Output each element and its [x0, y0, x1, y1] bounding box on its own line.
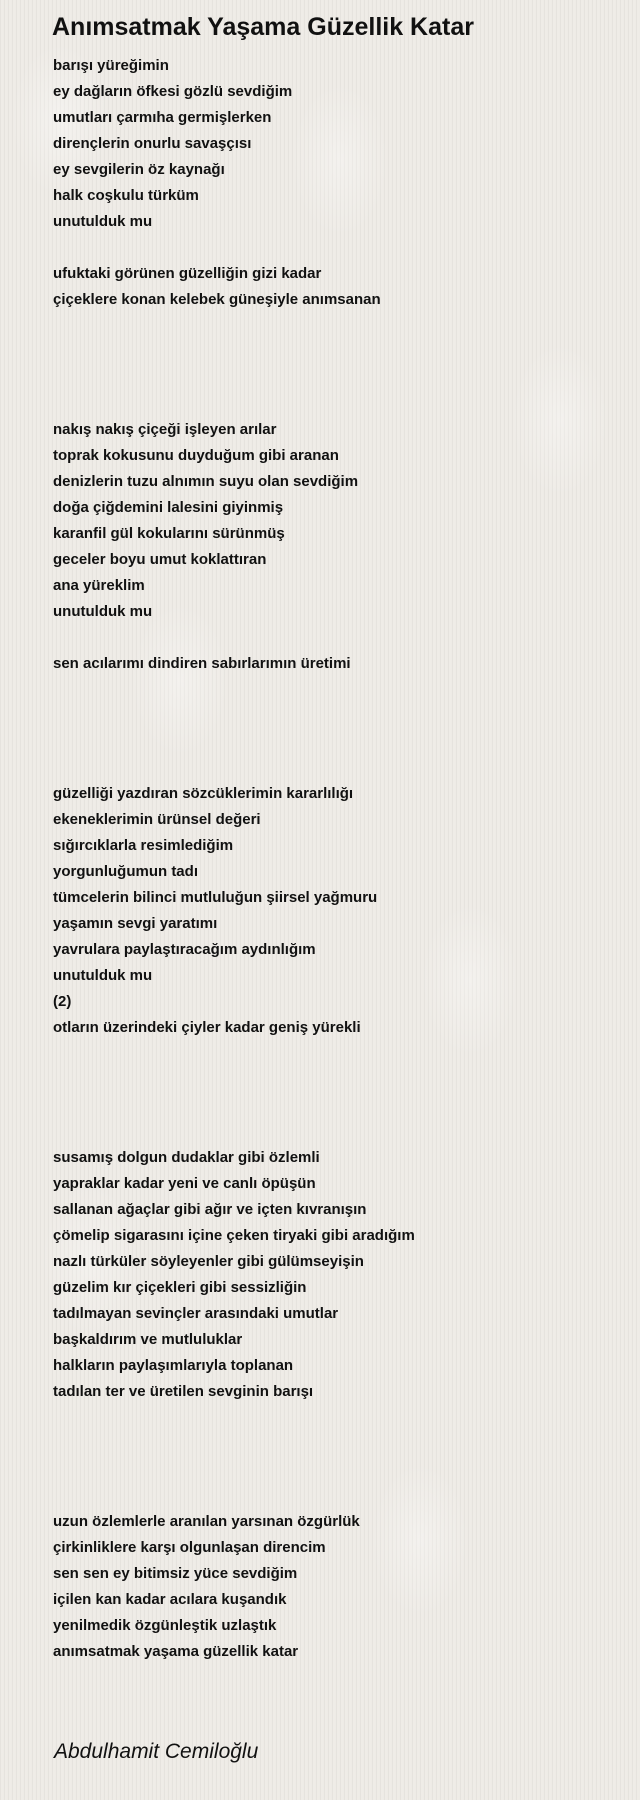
poem-line: susamış dolgun dudaklar gibi özlemli: [53, 1149, 320, 1166]
stanza-gap: [53, 1041, 623, 1145]
stanza-gap: [53, 677, 623, 781]
poem-line: güzelliği yazdıran sözcüklerimin kararlılığı: [53, 785, 354, 802]
poem-line: barışı yüreğimin: [53, 57, 169, 74]
stanza-5: [53, 781, 623, 1041]
poem-line: başkaldırım ve mutluluklar: [53, 1331, 243, 1348]
poem-line: halk coşkulu türküm: [53, 187, 199, 204]
stanza-1: [53, 53, 623, 235]
poem-line: yorgunluğumun tadı: [53, 863, 198, 880]
poem-line: ey sevgilerin öz kaynağı: [53, 161, 225, 178]
poem-line: çiçeklere konan kelebek güneşiyle anımsanan: [53, 291, 381, 308]
stanza-gap: [53, 235, 623, 261]
poem-line: sallanan ağaçlar gibi ağır ve içten kıvranışın: [53, 1201, 367, 1218]
poem-line: otların üzerindeki çiyler kadar geniş yürekli: [53, 1019, 361, 1036]
poem-line: tadılan ter ve üretilen sevginin barışı: [53, 1383, 314, 1400]
poem-line: umutları çarmıha germişlerken: [53, 109, 272, 126]
poem-line: sığırcıklarla resimlediğim: [53, 837, 234, 854]
poem-line: unutulduk mu: [53, 967, 153, 984]
poem-line: nakış nakış çiçeği işleyen arılar: [53, 421, 277, 438]
poem-line: geceler boyu umut koklattıran: [53, 551, 267, 568]
poem-line: ey dağların öfkesi gözlü sevdiğim: [53, 83, 293, 100]
stanza-3: [53, 417, 623, 625]
poem-line: sen acılarımı dindiren sabırlarımın üretimi: [53, 655, 351, 672]
poem-line: içilen kan kadar acılara kuşandık: [53, 1591, 287, 1608]
poem-line: çirkinliklere karşı olgunlaşan direncim: [53, 1539, 326, 1556]
poem-line: denizlerin tuzu alnımın suyu olan sevdiğim: [53, 473, 359, 490]
poem-line: tadılmayan sevinçler arasındaki umutlar: [53, 1305, 339, 1322]
poem-line: yapraklar kadar yeni ve canlı öpüşün: [53, 1175, 316, 1192]
poem-line: halkların paylaşımlarıyla toplanan: [53, 1357, 294, 1374]
poem-line: güzelim kır çiçekleri gibi sessizliğin: [53, 1279, 307, 1296]
poem-body: [53, 53, 623, 1665]
stanza-2: [53, 261, 623, 313]
poem-line: çömelip sigarasını içine çeken tiryaki gibi aradığım: [53, 1227, 415, 1244]
poem-line: yaşamın sevgi yaratımı: [53, 915, 218, 932]
poem-line: (2): [53, 993, 72, 1010]
poem-line: sen sen ey bitimsiz yüce sevdiğim: [53, 1565, 298, 1582]
stanza-7: [53, 1509, 623, 1665]
poem-line: tümcelerin bilinci mutluluğun şiirsel yağmuru: [53, 889, 378, 906]
poem-line: anımsatmak yaşama güzellik katar: [53, 1643, 299, 1660]
poem-line: toprak kokusunu duyduğum gibi aranan: [53, 447, 339, 464]
poem-line: nazlı türküler söyleyenler gibi gülümseyişin: [53, 1253, 364, 1270]
poem-line: yavrulara paylaştıracağım aydınlığım: [53, 941, 316, 958]
stanza-4: [53, 651, 623, 677]
stanza-gap: [53, 313, 623, 417]
poem-line: unutulduk mu: [53, 213, 153, 230]
poem-line: dirençlerin onurlu savaşçısı: [53, 135, 252, 152]
poem-line: ekeneklerimin ürünsel değeri: [53, 811, 261, 828]
poem-line: ufuktaki görünen güzelliğin gizi kadar: [53, 265, 322, 282]
poem-line: yenilmedik özgünleştik uzlaştık: [53, 1617, 277, 1634]
stanza-gap: [53, 1405, 623, 1509]
poem-title: Anımsatmak Yaşama Güzellik Katar: [52, 13, 474, 41]
poem-line: karanfil gül kokularını sürünmüş: [53, 525, 285, 542]
poem-line: ana yüreklim: [53, 577, 145, 594]
poem-author: Abdulhamit Cemiloğlu: [54, 1740, 259, 1763]
poem-line: doğa çiğdemini lalesini giyinmiş: [53, 499, 284, 516]
poem-line: unutulduk mu: [53, 603, 153, 620]
stanza-6: [53, 1145, 623, 1405]
poem-line: uzun özlemlerle aranılan yarsınan özgürlük: [53, 1513, 360, 1530]
stanza-gap: [53, 625, 623, 651]
